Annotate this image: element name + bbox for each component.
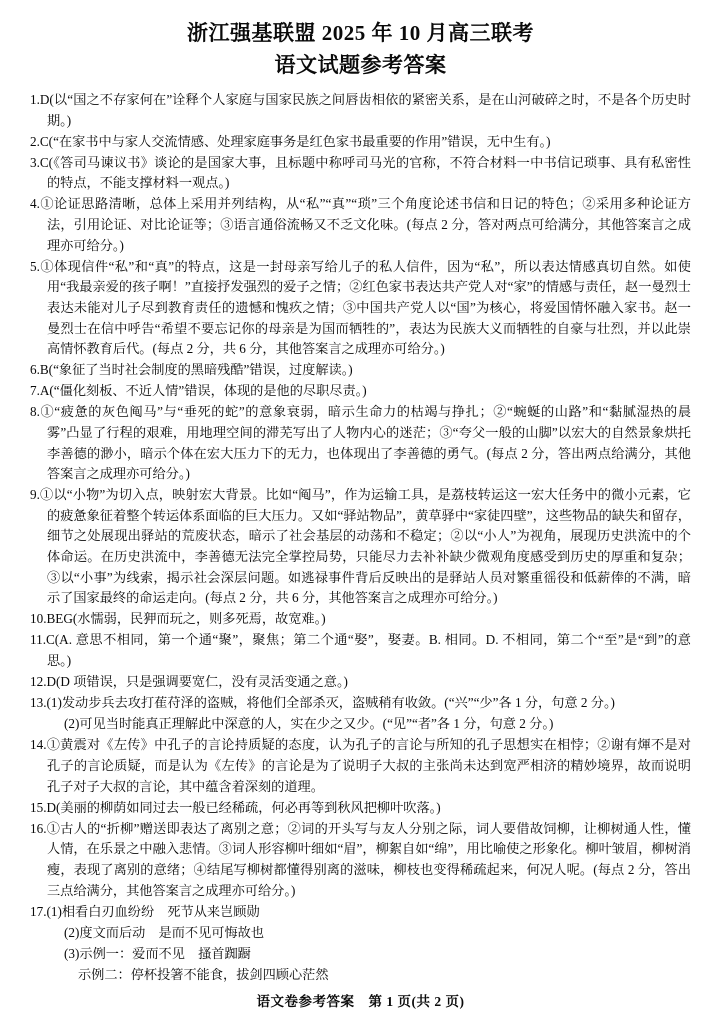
answer-item: 7.A(“僵化刻板、不近人情”错误，体现的是他的尽职尽责。) bbox=[30, 383, 367, 399]
answer-item: 17.(1)相看白刃血纷纷 死节从来岂顾勋 bbox=[30, 903, 260, 919]
answer-item: 3.C(《答司马谏议书》谈论的是国家大事，且标题中称呼司马光的官称，不符合材料一中书信记琐事、具有私密性的特点，不能支撑材料一观点。) bbox=[30, 154, 691, 191]
answer-item: 8.①“疲惫的灰色阄马”与“垂死的蛇”的意象衰弱，暗示生命力的枯竭与挣扎；②“蜿蜒的山路”和“黏腻湿热的晨雾”凸显了行程的艰难，用地理空间的滞芜写出了人物内心的迷茫；③“夸父一般的山脚”以宏大的自然景象烘托李善德的渺小，暗示个体在宏大压力下的无力，也体现出了李善德的勇气。(每点 2 分，答出两点给满分，其他答案言之成理亦可给分。) bbox=[30, 404, 691, 482]
answer-item-sub: (3)示例一：爱而不见 搔首踟蹰 bbox=[64, 945, 251, 961]
answer-item-sub: (2)度文而后动 是而不见可悔故也 bbox=[64, 924, 265, 940]
answer-item: 5.①体现信件“私”和“真”的特点，这是一封母亲写给儿子的私人信件，因为“私”，所以表达情感真切自然。如使用“我最亲爱的孩子啊！”直接抒发强烈的爱子之情；②红色家书表达共产党人对“家”的情感与责任，赵一曼烈士表达未能对儿子尽到教育责任的遗憾和愧疚之情；③中国共产党人以“国”为核心，将爱国情怀融入家书。赵一曼烈士在信中呼告“希望不要忘记你的母亲是为国而牺牲的”，表达为民族大义而牺牲的自豪与壮烈，并以此崇高情怀教育后代。(每点 2 分，共 6 分，其他答案言之成理亦可给分。) bbox=[30, 258, 691, 357]
title-block bbox=[30, 18, 691, 80]
answer-item: 14.①黄震对《左传》中孔子的言论持质疑的态度，认为孔子的言论与所知的孔子思想实在相悖；②谢有煇不是对孔子的言论质疑，而是认为《左传》的言论是为了说明子大叔的主张尚未达到宽严相济的精妙境界，故而说明孔子对子大叔的言论，其中蕴含着深刻的道理。 bbox=[30, 737, 691, 794]
answer-item: 15.D(美丽的柳荫如同过去一般已经稀疏，何必再等到秋风把柳叶吹落。) bbox=[30, 799, 441, 815]
answer-item: 13.(1)发动步兵去攻打萑苻泽的盗贼，将他们全部杀灭，盗贼稍有收敛。(“兴”“少”各 1 分，句意 2 分。) bbox=[30, 695, 615, 711]
page-title-line1: 浙江强基联盟 2025 年 10 月高三联考 bbox=[187, 21, 534, 45]
answer-item: 9.①以“小物”为切入点，映射宏大背景。比如“阄马”，作为运输工具，是荔枝转运这一宏大任务中的微小元素，它的疲惫象征着整个转运体系面临的巨大压力。又如“驿站物品”，黄草驿中“家徒四壁”，这些物品的缺失和留存，细节之处展现出驿站的荒废状态，暗示了社会基层的动荡和不稳定；②以“小人”为视角，展现历史洪流中的个体命运。在历史洪流中，李善德无法完全掌控局势，只能尽力去补补缺少微观角度感受到历史的厚重和复杂；③以“小事”为线索，揭示社会深层问题。如逃禄事件背后反映出的是驿站人员对繁重徭役和低薪俸的不满，暗示了国家最终的命运走向。(每点 2 分，共 6 分，其他答案言之成理亦可给分。) bbox=[30, 487, 691, 606]
page-title-line2: 语文试题参考答案 bbox=[274, 53, 447, 77]
answer-item: 4.①论证思路清晰，总体上采用并列结构，从“私”“真”“琐”三个角度论述书信和日记的特色；②采用多种论证方法，引用论证、对比论证等；③语言通俗流畅又不乏文化味。(每点 2 分，答对两点可给满分，其他答案言之成理亦可给分。) bbox=[30, 196, 691, 253]
page-footer: 语文卷参考答案 第 1 页(共 2 页) bbox=[256, 994, 465, 1009]
answer-item: 12.D(D 项错误，只是强调要宽仁，没有灵活变通之意。) bbox=[30, 674, 348, 690]
answer-item-sub: (2)可见当时能真正理解此中深意的人，实在少之又少。(“见”“者”各 1 分，句意 2 分。) bbox=[64, 716, 554, 732]
answer-item: 11.C(A. 意思不相同，第一个通“聚”，聚焦；第二个通“娶”，娶妻。B. 相同。D. 不相同，第二个“至”是“到”的意思。) bbox=[30, 632, 691, 669]
answer-item-sub: 示例二：停杯投箸不能食，拔剑四顾心茫然 bbox=[78, 966, 329, 982]
answer-item: 2.C(“在家书中与家人交流情感、处理家庭事务是红色家书最重要的作用”错误，无中生有。) bbox=[30, 133, 551, 149]
answer-item: 10.BEG(水懦弱，民狎而玩之，则多死焉，故宽难。) bbox=[30, 611, 326, 627]
answer-item: 1.D(以“国之不存家何在”诠释个人家庭与国家民族之间唇齿相依的紧密关系，是在山河破碎之时，不是各个历史时期。) bbox=[30, 92, 691, 128]
answer-item: 6.B(“象征了当时社会制度的黑暗残酷”错误，过度解读。) bbox=[30, 362, 353, 378]
answers-body bbox=[30, 90, 691, 986]
answer-item: 16.①古人的“折柳”赠送即表达了离别之意；②词的开头写与友人分别之际，词人要借故饲柳，让柳树通人性，懂人情，在乐景之中融入悲情。③词人形容柳叶细如“眉”，柳絮自如“绵”，用比喻使之形象化。柳叶皱眉，柳树消瘦，表现了离别的意绪；④结尾写柳树都懂得别离的滋味，柳枝也变得稀疏起来，何况人呢。(每点 2 分，答出三点给满分，其他答案言之成理亦可给分。) bbox=[30, 820, 691, 898]
